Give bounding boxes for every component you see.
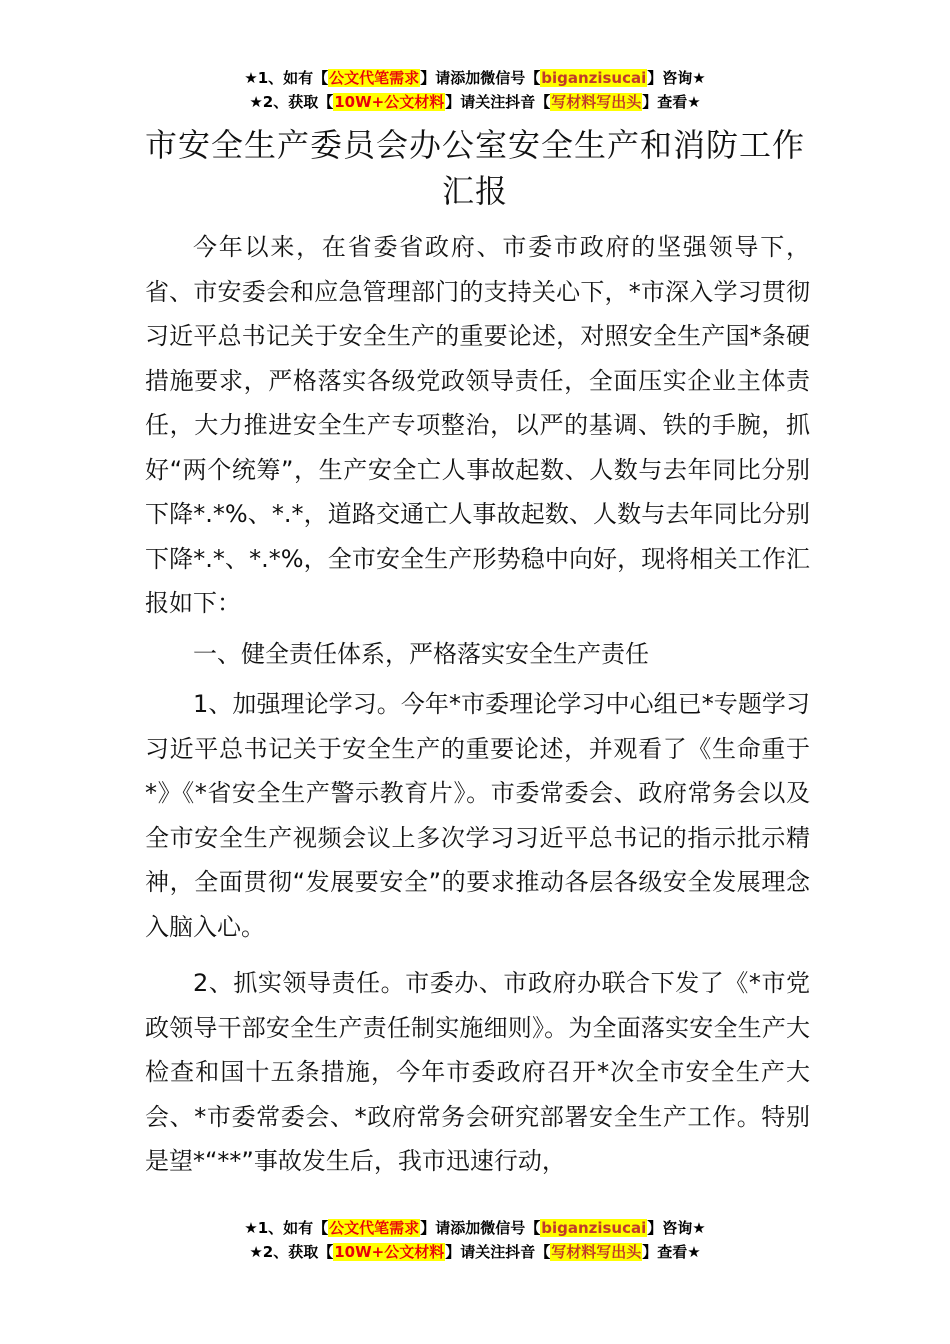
highlight-wechat-id: biganzisucai <box>541 1219 647 1237</box>
header-banner-line-2 <box>0 90 950 114</box>
banner-text: 】请添加微信号【 <box>420 1219 541 1237</box>
highlight-service: 公文代笔需求 <box>329 1219 420 1237</box>
paragraph-item-2: 2、抓实领导责任。市委办、市政府办联合下发了《*市党政领导干部安全生产责任制实施细则》。为全面落实安全生产大检查和国十五条措施，今年市委政府召开*次全市安全生产大会、*市委常委会、*政府常务会研究部署安全生产工作。特别是望*“**”事故发生后，我市迅速行动， <box>145 969 810 1175</box>
banner-text: 】咨询★ <box>647 1219 706 1237</box>
banner-text: ★2、获取【 <box>249 1243 334 1261</box>
document-body <box>145 225 810 1184</box>
highlight-materials: 10W+公文材料 <box>334 1243 445 1261</box>
section-heading-1: 一、健全责任体系，严格落实安全生产责任 <box>193 639 649 668</box>
banner-text: 】咨询★ <box>647 69 706 87</box>
highlight-douyin-account: 写材料写出头 <box>551 93 642 111</box>
banner-text: ★1、如有【 <box>244 69 329 87</box>
document-title: 市安全生产委员会办公室安全生产和消防工作汇报 <box>144 126 805 210</box>
banner-text: ★2、获取【 <box>249 93 334 111</box>
banner-text: 】请关注抖音【 <box>445 93 551 111</box>
highlight-wechat-id: biganzisucai <box>541 69 647 87</box>
header-banner-line-1 <box>0 66 950 90</box>
banner-text: 】查看★ <box>642 93 701 111</box>
banner-text: 】请关注抖音【 <box>445 1243 551 1261</box>
footer-banner <box>0 1216 950 1264</box>
banner-text: 】请添加微信号【 <box>420 69 541 87</box>
highlight-douyin-account: 写材料写出头 <box>551 1243 642 1261</box>
header-banner <box>0 66 950 114</box>
footer-banner-line-1 <box>0 1216 950 1240</box>
highlight-service: 公文代笔需求 <box>329 69 420 87</box>
paragraph-intro: 今年以来，在省委省政府、市委市政府的坚强领导下，省、市安委会和应急管理部门的支持关心下，*市深入学习贯彻习近平总书记关于安全生产的重要论述，对照安全生产国*条硬措施要求，严格落实各级党政领导责任，全面压实企业主体责任，大力推进安全生产专项整治，以严的基调、铁的手腕，抓好“两个统筹”，生产安全亡人事故起数、人数与去年同比分别下降*.*%、*.*，道路交通亡人事故起数、人数与去年同比分别下降*.*、*.*%，全市安全生产形势稳中向好，现将相关工作汇报如下： <box>145 233 810 617</box>
paragraph-item-1: 1、加强理论学习。今年*市委理论学习中心组已*专题学习习近平总书记关于安全生产的重要论述，并观看了《生命重于*》《*省安全生产警示教育片》。市委常委会、政府常务会以及全市安全生产视频会议上多次学习习近平总书记的指示批示精神，全面贯彻“发展要安全”的要求推动各层各级安全发展理念入脑入心。 <box>145 690 810 941</box>
banner-text: 】查看★ <box>642 1243 701 1261</box>
highlight-materials: 10W+公文材料 <box>334 93 445 111</box>
banner-text: ★1、如有【 <box>244 1219 329 1237</box>
footer-banner-line-2 <box>0 1240 950 1264</box>
